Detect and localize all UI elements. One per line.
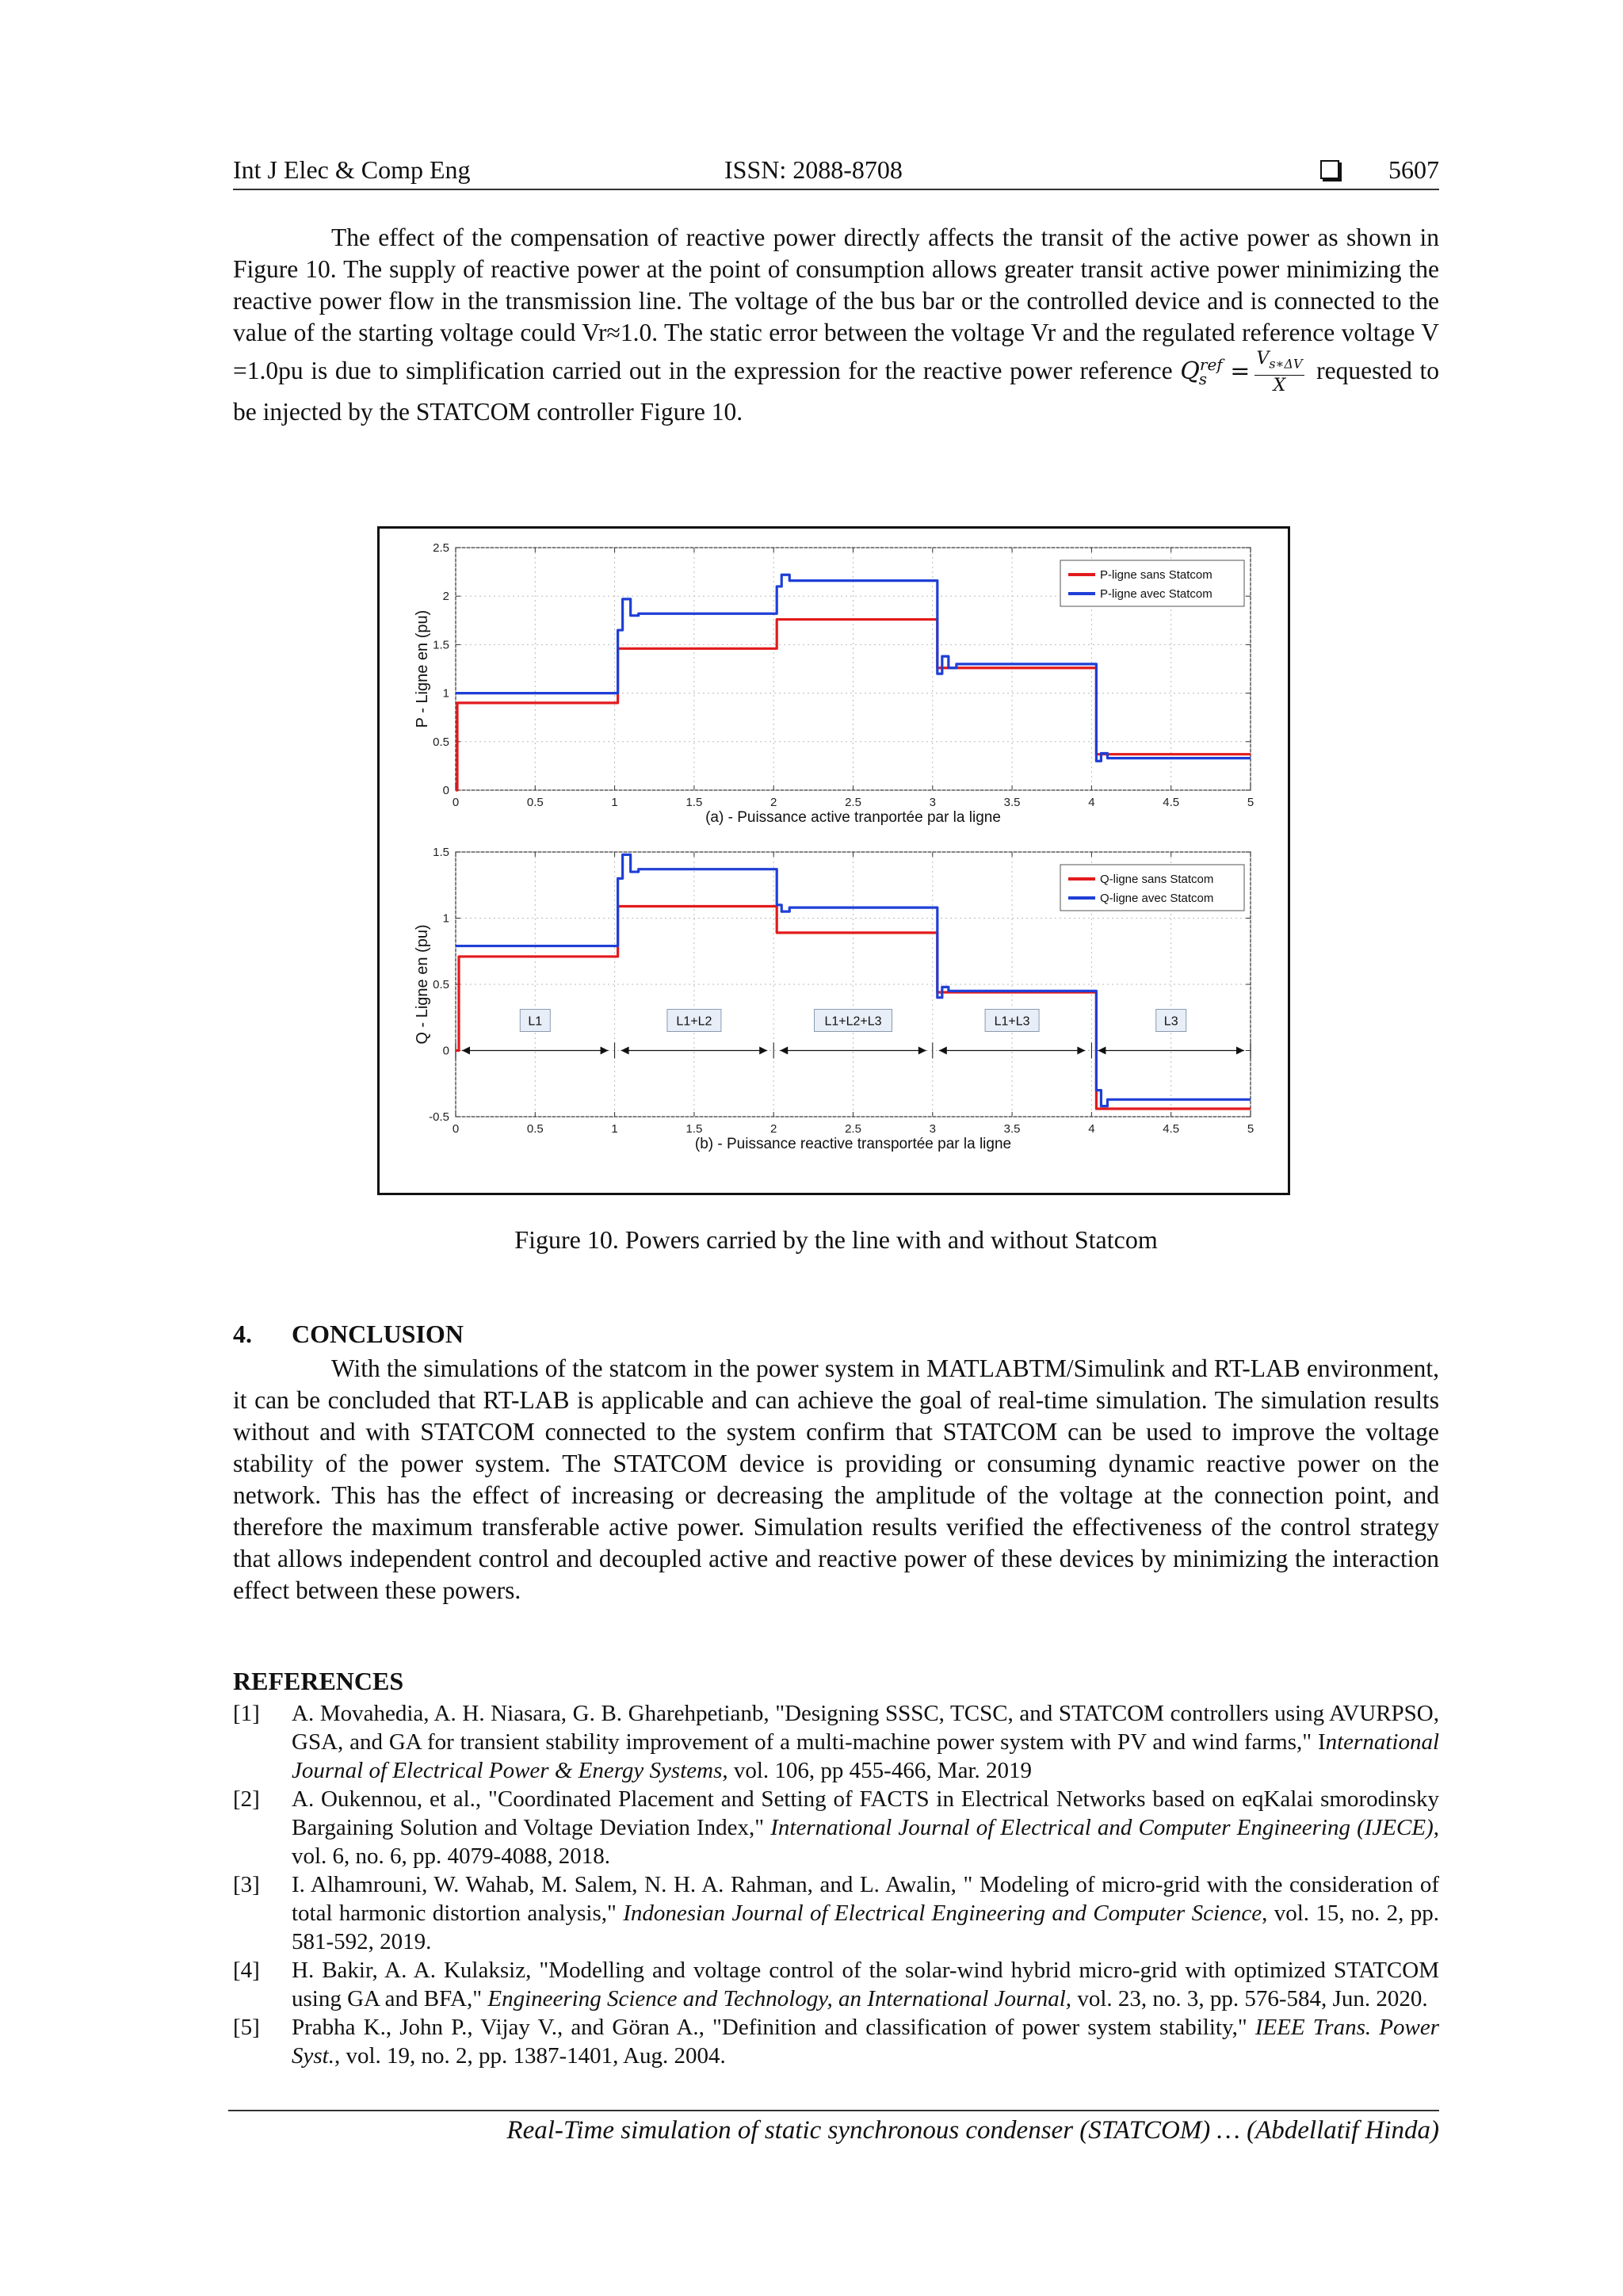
- x-tick-label: 0: [452, 796, 460, 809]
- references-list: [233, 1699, 1439, 2070]
- reactive-power-formula: $Q^{ref}_s$ = $\frac{V_{s∗\Delta V}}{X}$: [1180, 349, 1303, 395]
- interval-label: L1+L3: [994, 1014, 1030, 1029]
- figure-10-charts: [380, 529, 1288, 1193]
- y-tick-label: 0: [442, 784, 449, 797]
- page-number: 5607: [1388, 155, 1439, 184]
- y-tick-label: 0.5: [433, 978, 449, 991]
- footer-rule: [228, 2110, 1439, 2111]
- x-axis-label: (a) - Puissance active tranportée par la ligne: [705, 809, 1001, 826]
- legend-label: Q-ligne sans Statcom: [1100, 873, 1214, 886]
- y-axis-label: Q - Ligne en (pu): [414, 924, 431, 1045]
- y-tick-label: 1: [442, 911, 449, 926]
- reference-item: [5] Prabha K., John P., Vijay V., and Göran A., "Definition and classification of power system stability," IEEE Trans. Power Syst., vol. 19, no. 2, pp. 1387-1401, Aug. 2004.: [233, 2015, 1439, 2069]
- x-tick-label: 4.5: [1163, 796, 1180, 809]
- y-tick-label: 1.5: [433, 638, 449, 652]
- interval-label: L1+L2: [676, 1014, 712, 1029]
- y-tick-label: 2.5: [433, 541, 449, 555]
- running-footer: Real-Time simulation of static synchronous condenser (STATCOM) … (Abdellatif Hinda): [506, 2116, 1439, 2145]
- interval-label: L1+L2+L3: [824, 1014, 882, 1029]
- x-tick-label: 2.5: [845, 796, 861, 809]
- reference-item: [4] H. Bakir, A. A. Kulaksiz, "Modelling and voltage control of the solar-wind hybrid micro-grid with optimized STATCOM using GA and BFA," Engineering Science and Technology, an International Journal, vol. 23, no. 3, pp. 576-584, Jun. 2020.: [233, 1958, 1439, 2011]
- x-tick-label: 1: [611, 1122, 618, 1136]
- intro-paragraph: [233, 222, 1439, 428]
- intro-text-part1: The effect of the compensation of reactive power directly affects the transit of the active power as shown in Figure 10. The supply of reactive power at the point of consumption allows greater transit active power minimizing the reactive power flow in the transmission line. The voltage of the bus bar or the controlled device and is connected to the value of the starting voltage could Vr≈1.0. The static error between the voltage Vr and the regulated reference voltage V =1.0pu is due to simplification carried out in the expression for the reactive power reference: [233, 223, 1439, 384]
- y-tick-label: 2: [442, 590, 449, 604]
- figure-10-frame: [377, 526, 1290, 1195]
- y-tick-label: 1.5: [433, 846, 449, 859]
- x-tick-label: 4.5: [1163, 1122, 1180, 1136]
- x-tick-label: 2.5: [845, 1122, 861, 1136]
- x-tick-label: 1.5: [685, 796, 703, 809]
- interval-label: L1: [528, 1014, 543, 1029]
- x-tick-label: 0.5: [526, 796, 544, 809]
- x-tick-label: 5: [1247, 1122, 1254, 1136]
- legend-label: P-ligne avec Statcom: [1100, 587, 1212, 601]
- reference-item: [1] A. Movahedia, A. H. Niasara, G. B. Gharehpetianb, "Designing SSSC, TCSC, and STATCOM controllers using AVURPSO, GSA, and GA for transient stability improvement of a multi-machine power system with PV and wind farms," International Journal of Electrical Power & Energy Systems, vol. 106, pp 455-466, Mar. 2019: [233, 1701, 1439, 1783]
- section-number: 4.: [233, 1320, 252, 1348]
- x-tick-label: 4: [1088, 796, 1095, 809]
- journal-name: Int J Elec & Comp Eng: [233, 155, 471, 184]
- issn: ISSN: 2088-8708: [724, 155, 903, 184]
- checkbox-square-icon: [1320, 160, 1339, 179]
- x-axis-label: (b) - Puissance reactive transportée par la ligne: [694, 1136, 1012, 1152]
- x-tick-label: 5: [1247, 796, 1254, 809]
- y-tick-label: 0.5: [433, 735, 449, 749]
- figure-caption: Figure 10. Powers carried by the line with and without Statcom: [514, 1225, 1158, 1254]
- x-tick-label: 4: [1088, 1122, 1095, 1136]
- x-tick-label: 1.5: [685, 1122, 703, 1136]
- x-tick-label: 2: [770, 796, 777, 809]
- x-tick-label: 3: [929, 1122, 936, 1136]
- conclusion-paragraph: [233, 1353, 1439, 1606]
- x-tick-label: 3.5: [1003, 1122, 1021, 1136]
- intro-text-part2: requested to be injected by the STATCOM controller Figure 10.: [233, 357, 1440, 426]
- x-tick-label: 1: [611, 796, 618, 809]
- x-tick-label: 3.5: [1003, 796, 1021, 809]
- x-tick-label: 2: [770, 1122, 777, 1136]
- y-tick-label: 0: [442, 1044, 449, 1058]
- running-header: [233, 155, 1439, 190]
- x-tick-label: 0.5: [526, 1122, 544, 1136]
- references-heading: REFERENCES: [233, 1667, 404, 1695]
- y-tick-label: 1: [442, 686, 449, 701]
- section-title: CONCLUSION: [292, 1320, 464, 1348]
- conclusion-heading: [233, 1320, 464, 1349]
- conclusion-text: With the simulations of the statcom in the power system in MATLABTM/Simulink and RT-LAB environment, it can be concluded that RT-LAB is applicable and can achieve the goal of real-time simulation. The simulation results without and with STATCOM connected to the system confirm that STATCOM can be used to improve the voltage stability of the power system. The STATCOM device is providing or consuming dynamic reactive power on the network. This has the effect of increasing or decreasing the amplitude of the voltage at the connection point, and therefore the maximum transferable active power. Simulation results verified the effectiveness of the control strategy that allows independent control and decoupled active and reactive power of these devices by minimizing the interaction effect between these powers.: [233, 1354, 1439, 1604]
- interval-label: L3: [1163, 1014, 1178, 1029]
- y-tick-label: -0.5: [429, 1110, 449, 1124]
- x-tick-label: 0: [452, 1122, 460, 1136]
- reference-item: [3] I. Alhamrouni, W. Wahab, M. Salem, N. H. A. Rahman, and L. Awalin, " Modeling of micro-grid with the consideration of total harmonic distortion analysis," Indonesian Journal of Electrical Engineering and Computer Science, vol. 15, no. 2, pp. 581-592, 2019.: [233, 1872, 1440, 1954]
- reference-item: [2] A. Oukennou, et al., "Coordinated Placement and Setting of FACTS in Electrical Networks based on eqKalai smorodinsky Bargaining Solution and Voltage Deviation Index," International Journal of Electrical and Computer Engineering (IJECE), vol. 6, no. 6, pp. 4079-4088, 2018.: [233, 1786, 1439, 1869]
- x-tick-label: 3: [929, 796, 936, 809]
- legend-label: Q-ligne avec Statcom: [1100, 892, 1214, 905]
- legend-label: P-ligne sans Statcom: [1100, 568, 1212, 582]
- y-axis-label: P - Ligne en (pu): [414, 609, 431, 728]
